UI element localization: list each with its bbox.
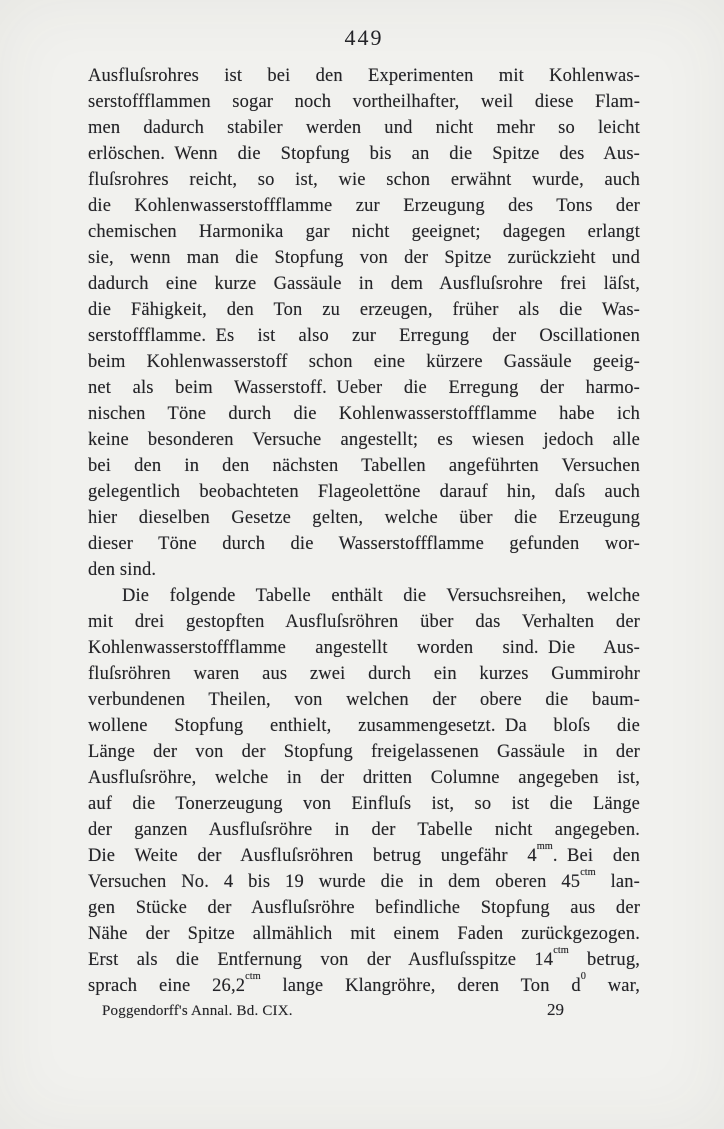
text-line: gen Stücke der Ausfluſsröhre befindliche Stopfung aus der xyxy=(88,898,640,918)
text-line: sie, wenn man die Stopfung von der Spitze zurückzieht und xyxy=(88,248,640,268)
text-line: bei den in den nächsten Tabellen angeführten Versuchen xyxy=(88,456,640,476)
text-line: serstoffflamme. Es ist also zur Erregung der Oscillationen xyxy=(88,326,640,346)
text-line: chemischen Harmonika gar nicht geeignet; dagegen erlangt xyxy=(88,222,640,242)
text-line: keine besonderen Versuche angestellt; es wiesen jedoch alle xyxy=(88,430,640,450)
text-line: Die folgende Tabelle enthält die Versuchsreihen, welche xyxy=(122,586,640,606)
journal-citation: Poggendorff's Annal. Bd. CIX. xyxy=(102,1003,293,1019)
text-line: dadurch eine kurze Gassäule in dem Ausfluſsrohre frei läſst, xyxy=(88,274,640,294)
signature-number: 29 xyxy=(547,1000,564,1019)
text-line: Ausfluſsrohres ist bei den Experimenten mit Kohlenwas- xyxy=(88,66,640,86)
text-line: auf die Tonerzeugung von Einfluſs ist, so ist die Länge xyxy=(88,794,640,814)
page-footer xyxy=(88,1000,640,1020)
text-line: gelegentlich beobachteten Flageolettöne darauf hin, daſs auch xyxy=(88,482,640,502)
text-line: men dadurch stabiler werden und nicht mehr so leicht xyxy=(88,118,640,138)
text-line: Erst als die Entfernung von der Ausfluſsspitze $14^{ctm}$ betrug, xyxy=(88,945,640,970)
superscript-unit: mm xyxy=(536,841,553,853)
text-line: fluſsrohres reicht, so ist, wie schon erwähnt wurde, auch xyxy=(88,170,640,190)
superscript-unit: 0 xyxy=(580,971,586,983)
paragraph xyxy=(88,583,640,999)
text-line: serstoffflammen sogar noch vortheilhafter, weil diese Flam- xyxy=(88,92,640,112)
text-line: Ausfluſsröhre, welche in der dritten Columne angegeben ist, xyxy=(88,768,640,788)
text-line: die Fähigkeit, den Ton zu erzeugen, früher als die Was- xyxy=(88,300,640,320)
text-line: nischen Töne durch die Kohlenwasserstoffflamme habe ich xyxy=(88,404,640,424)
text-line: Versuchen No. 4 bis 19 wurde die in dem oberen $45^{ctm}$ lan- xyxy=(88,867,640,892)
page-number: 449 xyxy=(344,25,384,50)
text-line: wollene Stopfung enthielt, zusammengesetzt. Da bloſs die xyxy=(88,716,640,736)
superscript-unit: ctm xyxy=(245,971,261,983)
text-line: hier dieselben Gesetze gelten, welche über die Erzeugung xyxy=(88,508,640,528)
text-line: net als beim Wasserstoff. Ueber die Erregung der harmo- xyxy=(88,378,640,398)
text-line: mit drei gestopften Ausfluſsröhren über das Verhalten der xyxy=(88,612,640,632)
text-line: sprach eine $26,2^{ctm}$ lange Klangröhre, deren Ton $d^0$ war, xyxy=(88,971,640,996)
text-block xyxy=(88,63,640,999)
text-line: Die Weite der Ausfluſsröhren betrug ungefähr $4^{mm}$. Bei den xyxy=(88,841,640,866)
text-line: beim Kohlenwasserstoff schon eine kürzere Gassäule geeig- xyxy=(88,352,640,372)
superscript-unit: ctm xyxy=(580,867,596,879)
paragraph xyxy=(88,63,640,583)
text-line: dieser Töne durch die Wasserstoffflamme gefunden wor- xyxy=(88,534,640,554)
text-line: Nähe der Spitze allmählich mit einem Faden zurückgezogen. xyxy=(88,924,640,944)
text-line: fluſsröhren waren aus zwei durch ein kurzes Gummirohr xyxy=(88,664,640,684)
text-line: Kohlenwasserstoffflamme angestellt worden sind. Die Aus- xyxy=(88,638,640,658)
text-line: verbundenen Theilen, von welchen der obere die baum- xyxy=(88,690,640,710)
text-line: erlöschen. Wenn die Stopfung bis an die Spitze des Aus- xyxy=(88,144,640,164)
text-line: Länge der von der Stopfung freigelassenen Gassäule in der xyxy=(88,742,640,762)
text-line: den sind. xyxy=(88,560,157,580)
text-line: der ganzen Ausfluſsröhre in der Tabelle nicht angegeben. xyxy=(88,820,640,840)
superscript-unit: ctm xyxy=(553,945,569,957)
text-line: die Kohlenwasserstoffflamme zur Erzeugung des Tons der xyxy=(88,196,640,216)
